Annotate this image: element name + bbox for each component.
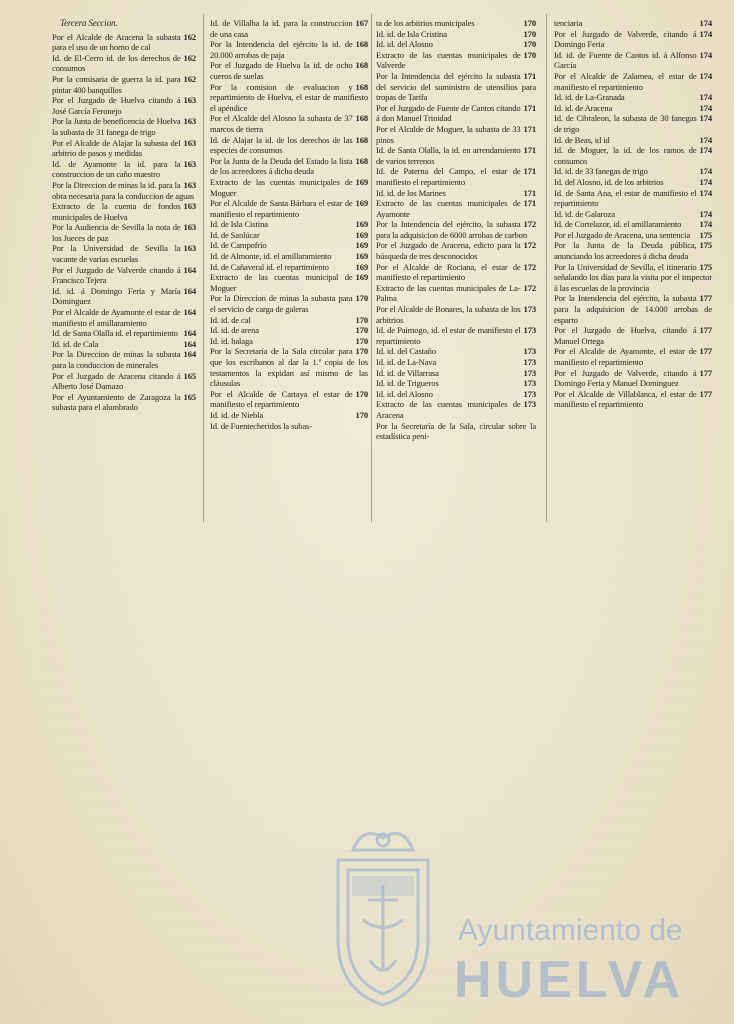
index-entry bbox=[554, 166, 712, 177]
entry-text: Extracto de las cuentas municipales de Aracena bbox=[376, 399, 521, 420]
index-entry bbox=[52, 371, 196, 392]
index-entry bbox=[376, 103, 536, 124]
page-number: 175 bbox=[699, 240, 712, 251]
entry-text: Id. id. á Domingo Feria y María Dominguez bbox=[52, 285, 181, 307]
entry-text: Id. de Villalba la id. para la construccion de una casa bbox=[210, 18, 353, 39]
index-entry bbox=[52, 53, 196, 74]
entry-text: Por la Secretaría de la Sala circular para que los escribanos al dar la 1.ª copia de los testamentos la expidan así mismo de las cláusulas bbox=[210, 346, 368, 389]
page-number: 169 bbox=[355, 251, 368, 262]
index-entry bbox=[376, 399, 536, 420]
index-entry bbox=[210, 219, 368, 230]
index-entry bbox=[210, 293, 368, 314]
entry-text: Id. id. de La-Nava bbox=[376, 357, 437, 367]
index-entry bbox=[554, 325, 712, 346]
index-column-3 bbox=[376, 18, 536, 524]
page-number: 164 bbox=[183, 349, 196, 360]
entry-text: Por la Audiencia de Sevilla la nota de los Jueces de paz bbox=[52, 222, 181, 243]
page-number: 164 bbox=[183, 285, 196, 296]
entry-text: Extracto de la cuenta de fondos municipales de Huelva bbox=[52, 201, 181, 222]
page-number: 162 bbox=[183, 31, 196, 42]
page-number: 171 bbox=[523, 187, 536, 198]
entry-text: Por el Juzgado de Valverde, citando á Domingo Feria bbox=[554, 28, 697, 50]
entry-text: Id. de Ayamonte la id. para la construccion de un caño maestro bbox=[52, 158, 181, 180]
entry-text: Por la Secretaría de la Sala, circular sobre la estadística peni- bbox=[376, 420, 536, 442]
index-entry bbox=[52, 201, 196, 222]
entry-text: Id. id. de Cala bbox=[52, 338, 99, 349]
index-entry bbox=[376, 421, 536, 442]
watermark-line2: HUELVA bbox=[454, 951, 685, 1009]
page-number: 168 bbox=[355, 39, 368, 50]
entry-text: Id. id. del Castaño bbox=[376, 346, 436, 357]
page-number: 169 bbox=[355, 229, 368, 240]
page-number: 174 bbox=[699, 28, 712, 39]
entry-text: Por la comision de evaluacion y repartimiento de Huelva, el estar de manifiesto el apéndice bbox=[210, 81, 368, 113]
entry-text: Por la Junta de beneficencia de Huelva la subasta de 31 fanega de trigo bbox=[52, 116, 181, 137]
entry-text: Por la comisaria de guerra la id. para pintar 400 banquillos bbox=[52, 73, 181, 95]
index-entry bbox=[376, 357, 536, 368]
entry-text: Por el Ayuntamiento de Zaragoza la subasta para el alumbrado bbox=[52, 391, 181, 413]
page-number: 169 bbox=[355, 272, 368, 283]
entry-text: Por el Juzgado de Huelva citando á José García Feronejo bbox=[52, 95, 181, 116]
entry-text: Id. de Sanlúcar bbox=[210, 229, 260, 240]
page-number: 163 bbox=[183, 95, 196, 106]
page-number: 168 bbox=[355, 113, 368, 124]
index-entry bbox=[376, 304, 536, 325]
index-entry bbox=[376, 219, 536, 240]
index-entry bbox=[210, 262, 368, 273]
watermark bbox=[318, 820, 698, 1020]
index-entry bbox=[210, 18, 368, 39]
index-entry bbox=[554, 92, 712, 103]
entry-text: Id. de Santa Olalla id. el repartimiento bbox=[52, 328, 178, 339]
entry-text: tenciaria bbox=[554, 18, 583, 28]
page-number: 177 bbox=[699, 293, 712, 304]
entry-text: Id. id. de cal bbox=[210, 314, 251, 325]
index-entry bbox=[554, 113, 712, 134]
page-number: 171 bbox=[523, 123, 536, 134]
page-number: 170 bbox=[523, 49, 536, 60]
index-entry bbox=[52, 286, 196, 307]
column-divider bbox=[203, 14, 204, 522]
entry-text: Extracto de las cuentas municipales de Valverde bbox=[376, 49, 521, 71]
entry-text: Por la Junta de la Deuda pública, anunciando los acreedores á dicha deuda bbox=[554, 240, 697, 262]
page-number: 170 bbox=[355, 409, 368, 420]
entry-text: Por el Alcalde de Zalamea, el estar de manifiesto el repartimiento bbox=[554, 70, 697, 92]
entry-text: Por la Intendencia del ejército, la subasta para la adquisicion de 14.000 arrobas de esparto bbox=[554, 293, 712, 325]
entry-text: Por el Alcalde del Alosno la subasta de 37 marcos de tierra bbox=[210, 113, 353, 134]
page-number: 171 bbox=[523, 70, 536, 81]
entry-text: Por el Juzgado de Aracena citando á Alberto José Damazo bbox=[52, 370, 181, 392]
page-number: 169 bbox=[355, 219, 368, 230]
page-number: 164 bbox=[183, 264, 196, 275]
page-number: 174 bbox=[699, 208, 712, 219]
index-entry bbox=[554, 145, 712, 166]
page-number: 177 bbox=[699, 367, 712, 378]
index-entry bbox=[210, 346, 368, 388]
page-number: 174 bbox=[699, 49, 712, 60]
page-number: 174 bbox=[699, 92, 712, 103]
entry-text: Por la Universidad de Sevilla la vacante de varias escuelas bbox=[52, 243, 181, 265]
page-number: 169 bbox=[355, 176, 368, 187]
page-number: 171 bbox=[523, 145, 536, 156]
index-entry bbox=[554, 177, 712, 188]
entry-text: Id. id. de Isla Cristina bbox=[376, 28, 447, 39]
entry-text: Por la Intendencia del ejército la id. de 20.000 arrobas de paja bbox=[210, 39, 353, 60]
entry-text: Por el Alcalde de Cartaya el estar de manifiesto el repartimiento bbox=[210, 388, 353, 410]
entry-text: Id. id. de Villarrasa bbox=[376, 367, 439, 378]
page-number: 168 bbox=[355, 155, 368, 166]
index-entry bbox=[210, 410, 368, 421]
page-number: 177 bbox=[699, 325, 712, 336]
column-divider bbox=[546, 14, 547, 522]
index-entry bbox=[376, 368, 536, 379]
entry-text: Id. de Cibraleon, la subasta de 30 fanegas de trigo bbox=[554, 113, 697, 134]
entry-text: Id. de Almonte, id. el amillaramiento bbox=[210, 251, 332, 262]
page-number: 170 bbox=[355, 325, 368, 336]
page-number: 168 bbox=[355, 81, 368, 92]
page-number: 172 bbox=[523, 219, 536, 230]
page-number: 173 bbox=[523, 378, 536, 389]
index-entry bbox=[376, 283, 536, 304]
index-entry bbox=[210, 272, 368, 293]
entry-text: Id. id. balaga bbox=[210, 335, 253, 346]
index-entry bbox=[376, 240, 536, 261]
index-entry bbox=[376, 50, 536, 71]
page-number: 174 bbox=[699, 166, 712, 177]
index-entry bbox=[376, 18, 536, 29]
page-number: 171 bbox=[523, 102, 536, 113]
page-number: 162 bbox=[183, 73, 196, 84]
page-number: 163 bbox=[183, 137, 196, 148]
index-entry bbox=[554, 346, 712, 367]
index-entry bbox=[376, 166, 536, 187]
page-number: 173 bbox=[523, 357, 536, 367]
index-entry bbox=[210, 251, 368, 262]
entry-text: Por el Juzgado de Valverde, citando á Domingo Feria y Manuel Dominguez bbox=[554, 367, 697, 389]
entry-text: Id. id. del Alosno bbox=[376, 39, 433, 50]
index-entry bbox=[210, 198, 368, 219]
page-number: 169 bbox=[355, 261, 368, 272]
index-entry bbox=[52, 265, 196, 286]
index-entry bbox=[210, 60, 368, 81]
entry-text: Id. id. de Galaroza bbox=[554, 208, 615, 219]
index-entry bbox=[376, 346, 536, 357]
page-number: 163 bbox=[183, 243, 196, 254]
index-entry bbox=[554, 262, 712, 294]
page-number: 170 bbox=[355, 346, 368, 357]
page-number: 165 bbox=[183, 370, 196, 381]
section-header: Tercera Seccion. bbox=[60, 18, 118, 28]
entry-text: Por el Alcalde de Bonares, la subasta de los arbitrios bbox=[376, 304, 521, 325]
page-number: 174 bbox=[699, 18, 712, 28]
page-number: 174 bbox=[699, 219, 712, 230]
entry-text: Id. de Cañaveral id. el repartimiento bbox=[210, 261, 329, 272]
entry-text: Por la Direccion de minas la subasta para la conduccion de minerales bbox=[52, 349, 181, 370]
index-entry bbox=[52, 307, 196, 328]
index-entry bbox=[554, 103, 712, 114]
entry-text: Id. de Alajar la id. de los derechos de las especies de consumos bbox=[210, 134, 353, 156]
page-number: 162 bbox=[183, 52, 196, 63]
index-entry bbox=[376, 188, 536, 199]
page-number: 170 bbox=[355, 335, 368, 346]
entry-text: Id. del Alosno, id. de los arbitrios bbox=[554, 176, 664, 187]
index-entry bbox=[210, 389, 368, 410]
index-entry bbox=[210, 315, 368, 326]
page-number: 165 bbox=[183, 391, 196, 402]
page-number: 173 bbox=[523, 325, 536, 336]
page-number: 163 bbox=[183, 222, 196, 233]
page-number: 169 bbox=[355, 198, 368, 209]
index-entry bbox=[554, 209, 712, 220]
index-entry bbox=[376, 39, 536, 50]
index-entry bbox=[52, 74, 196, 95]
entry-text: Por el Alcalde de Alajar la subasta del arbitrio de pasos y medidas bbox=[52, 137, 181, 159]
index-entry bbox=[52, 243, 196, 264]
index-entry bbox=[210, 177, 368, 198]
index-entry bbox=[210, 156, 368, 177]
entry-text: Id. de Paimogo, id. el estar de manifiesto el repartimiento bbox=[376, 325, 521, 346]
page-number: 173 bbox=[523, 399, 536, 410]
index-entry bbox=[554, 230, 712, 241]
column-divider bbox=[371, 14, 372, 522]
page-number: 174 bbox=[699, 145, 712, 156]
entry-text: Por el Alcalde de Santa Bárbara el estar de manifiesto el repartimiento bbox=[210, 198, 353, 219]
entry-text: Id. de Paterna del Campo, el estar de manifiesto el repartimiento bbox=[376, 166, 521, 187]
page-number: 167 bbox=[355, 18, 368, 28]
page-number: 168 bbox=[355, 134, 368, 145]
index-entry bbox=[210, 336, 368, 347]
index-entry bbox=[210, 135, 368, 156]
index-entry bbox=[52, 328, 196, 339]
page-number: 163 bbox=[183, 158, 196, 169]
index-entry bbox=[376, 145, 536, 166]
index-entry bbox=[376, 198, 536, 219]
page-number: 168 bbox=[355, 60, 368, 71]
page-number: 174 bbox=[699, 102, 712, 113]
index-entry bbox=[554, 219, 712, 230]
page-number: 170 bbox=[355, 293, 368, 304]
index-entry bbox=[554, 18, 712, 29]
index-entry bbox=[52, 339, 196, 350]
page-number: 163 bbox=[183, 116, 196, 127]
page-number: 163 bbox=[183, 201, 196, 212]
page-number: 170 bbox=[523, 28, 536, 39]
page-number: 172 bbox=[523, 240, 536, 251]
index-column-2 bbox=[210, 18, 368, 524]
index-entry bbox=[210, 230, 368, 241]
index-entry bbox=[554, 293, 712, 325]
page-number: 177 bbox=[699, 346, 712, 357]
index-entry bbox=[376, 389, 536, 400]
page-number: 174 bbox=[699, 113, 712, 124]
entry-text: Por la Junta de la Deuda del Estado la lista de los acreedores á dicha deuda bbox=[210, 155, 353, 177]
entry-text: Por el Alcalde de Moguer, la subasta de 33 pinos bbox=[376, 123, 521, 145]
entry-text: Id. de El-Cerro id. de los derechos de consumos bbox=[52, 52, 181, 74]
coat-of-arms-icon bbox=[318, 820, 448, 1010]
entry-text: Por el Juzgado de Valverde citando á Francisco Tejera bbox=[52, 264, 181, 286]
entry-text: Id. de Santa Olalla, la id. en arrendamiento de varios terrenos bbox=[376, 145, 521, 166]
entry-text: Extracto de las cuentas municipales de La-Palma bbox=[376, 282, 521, 304]
index-entry bbox=[52, 392, 196, 413]
index-entry bbox=[210, 113, 368, 134]
index-column-4 bbox=[554, 18, 712, 524]
entry-text: Id. id. de arena bbox=[210, 325, 259, 336]
page-number: 175 bbox=[699, 261, 712, 272]
page-number: 174 bbox=[699, 70, 712, 81]
index-entry bbox=[210, 39, 368, 60]
page-number: 174 bbox=[699, 176, 712, 187]
index-entry bbox=[554, 135, 712, 146]
index-entry bbox=[554, 29, 712, 50]
index-entry bbox=[376, 325, 536, 346]
entry-text: Por el Juzgado de Fuente de Cantos citando á don Manuel Trinidad bbox=[376, 102, 521, 124]
entry-text: Id. id. de 33 fanegas de trigo bbox=[554, 166, 648, 177]
entry-text: ta de los arbitrios municipales bbox=[376, 18, 475, 28]
index-entry bbox=[52, 116, 196, 137]
entry-text: Id. de Fuentecheridos la subas- bbox=[210, 420, 313, 431]
entry-text: Por la Direccion de minas la subasta para el servicio de carga de galeras bbox=[210, 293, 353, 315]
index-entry bbox=[376, 124, 536, 145]
entry-text: Id. id. de Aracena bbox=[554, 102, 613, 113]
index-entry bbox=[52, 95, 196, 116]
page-number: 171 bbox=[523, 166, 536, 177]
index-entry bbox=[554, 368, 712, 389]
entry-text: Id. id. del Alosno bbox=[376, 388, 433, 399]
entry-text: Por la Direccion de minas la id. para la obra necesaria para la conduccion de aguas bbox=[52, 179, 195, 201]
index-entry bbox=[52, 222, 196, 243]
entry-text: Por el Alcalde de Aracena la subasta para el uso de un horno de cal bbox=[52, 31, 181, 53]
entry-text: Id. de Moguer, la id. de los ramos de consumos bbox=[554, 145, 697, 166]
entry-text: Por el Juzgado de Aracena, una sentencia bbox=[554, 229, 690, 240]
page-number: 174 bbox=[699, 187, 712, 198]
entry-text: Id. id. de Fuente de Cantos id. á Alfonso García bbox=[554, 49, 697, 71]
index-entry bbox=[52, 138, 196, 159]
index-entry bbox=[376, 71, 536, 103]
entry-text: Id. de Santa Ana, el estar de manifiesto el repartimiento bbox=[554, 187, 697, 209]
index-entry bbox=[52, 349, 196, 370]
entry-text: Por la Universidad de Sevilla, el itinerario señalando los dias para la visita por el inspector á las escuelas de la provincia bbox=[554, 261, 712, 293]
index-entry bbox=[210, 421, 368, 432]
page-number: 173 bbox=[523, 367, 536, 378]
entry-text: Por la Intendencia del ejército la subasta del servicio del suministro de utensilios para tropas de Tarifa bbox=[376, 70, 536, 103]
page-number: 172 bbox=[523, 282, 536, 293]
index-entry bbox=[376, 378, 536, 389]
entry-text: Extracto de las cuentas municipales de Ayamonte bbox=[376, 198, 521, 219]
entry-text: Por la Intendencia del ejército, la subasta para la adquisicion de 6000 arrobas de carbon bbox=[376, 219, 527, 240]
index-entry bbox=[554, 389, 712, 410]
entry-text: Id. id. de los Marines bbox=[376, 187, 446, 198]
page-number: 164 bbox=[183, 307, 196, 318]
index-entry bbox=[554, 188, 712, 209]
index-entry bbox=[52, 32, 196, 53]
entry-text: Por el Alcalde de Ayamonte, el estar de manifiesto el repartimiento bbox=[554, 346, 697, 367]
page-number: 169 bbox=[355, 240, 368, 251]
index-entry bbox=[52, 159, 196, 180]
entry-text: Por el Juzgado de Huelva, citando á Manuel Ortega bbox=[554, 325, 697, 346]
index-entry bbox=[554, 240, 712, 261]
page-number: 170 bbox=[355, 388, 368, 399]
page-number: 170 bbox=[355, 314, 368, 325]
page-number: 170 bbox=[523, 39, 536, 50]
entry-text: Id. de Cortelazor, id. el amillaramiento bbox=[554, 219, 682, 230]
index-entry bbox=[210, 325, 368, 336]
page-number: 177 bbox=[699, 388, 712, 399]
watermark-line1: Ayuntamiento de bbox=[458, 914, 683, 947]
entry-text: Id. id. de Niebla bbox=[210, 409, 264, 420]
entry-text: Id. id. de Trigueros bbox=[376, 378, 439, 389]
index-entry bbox=[210, 240, 368, 251]
page-number: 164 bbox=[183, 338, 196, 349]
index-entry bbox=[52, 180, 196, 201]
page-number: 164 bbox=[183, 328, 196, 339]
entry-text: Extracto de las cuentas municipales de Moguer bbox=[210, 176, 353, 198]
index-entry bbox=[210, 82, 368, 114]
index-column-1 bbox=[52, 18, 196, 524]
entry-text: Id. de Beas, id id bbox=[554, 134, 610, 145]
index-entry bbox=[554, 50, 712, 71]
entry-text: Id. id. de La-Granada bbox=[554, 92, 625, 103]
entry-text: Por el Juzgado de Aracena, edicto para la búsqueda de tres desconocidos bbox=[376, 240, 521, 262]
page-number: 174 bbox=[699, 134, 712, 145]
page-number: 173 bbox=[523, 346, 536, 357]
entry-text: Por el Alcalde de Ayamonte el estar de manifiesto el amillaramiento bbox=[52, 307, 181, 328]
page-number: 173 bbox=[523, 304, 536, 315]
page-number: 163 bbox=[183, 179, 196, 190]
entry-text: Por el Juzgado de Huelva la id. de ocho cueros de suelas bbox=[210, 60, 353, 81]
page-number: 175 bbox=[699, 229, 712, 240]
page-number: 171 bbox=[523, 198, 536, 209]
entry-text: Por el Alcalde de Villablanca, el estar de manifiesto el repartimiento bbox=[554, 388, 697, 410]
index-entry bbox=[554, 71, 712, 92]
index-entry bbox=[376, 262, 536, 283]
entry-text: Id. de Isla Cistina bbox=[210, 219, 268, 230]
entry-text: Por el Alcalde de Rociana, el estar de manifiesto el repartimiento bbox=[376, 261, 521, 283]
entry-text: Id. de Campofrío bbox=[210, 240, 267, 251]
page-number: 172 bbox=[523, 261, 536, 272]
page-number: 170 bbox=[523, 18, 536, 28]
index-entry bbox=[376, 29, 536, 40]
entry-text: Extracto de las cuentas municipal de Moguer bbox=[210, 272, 353, 293]
page-number: 173 bbox=[523, 388, 536, 399]
